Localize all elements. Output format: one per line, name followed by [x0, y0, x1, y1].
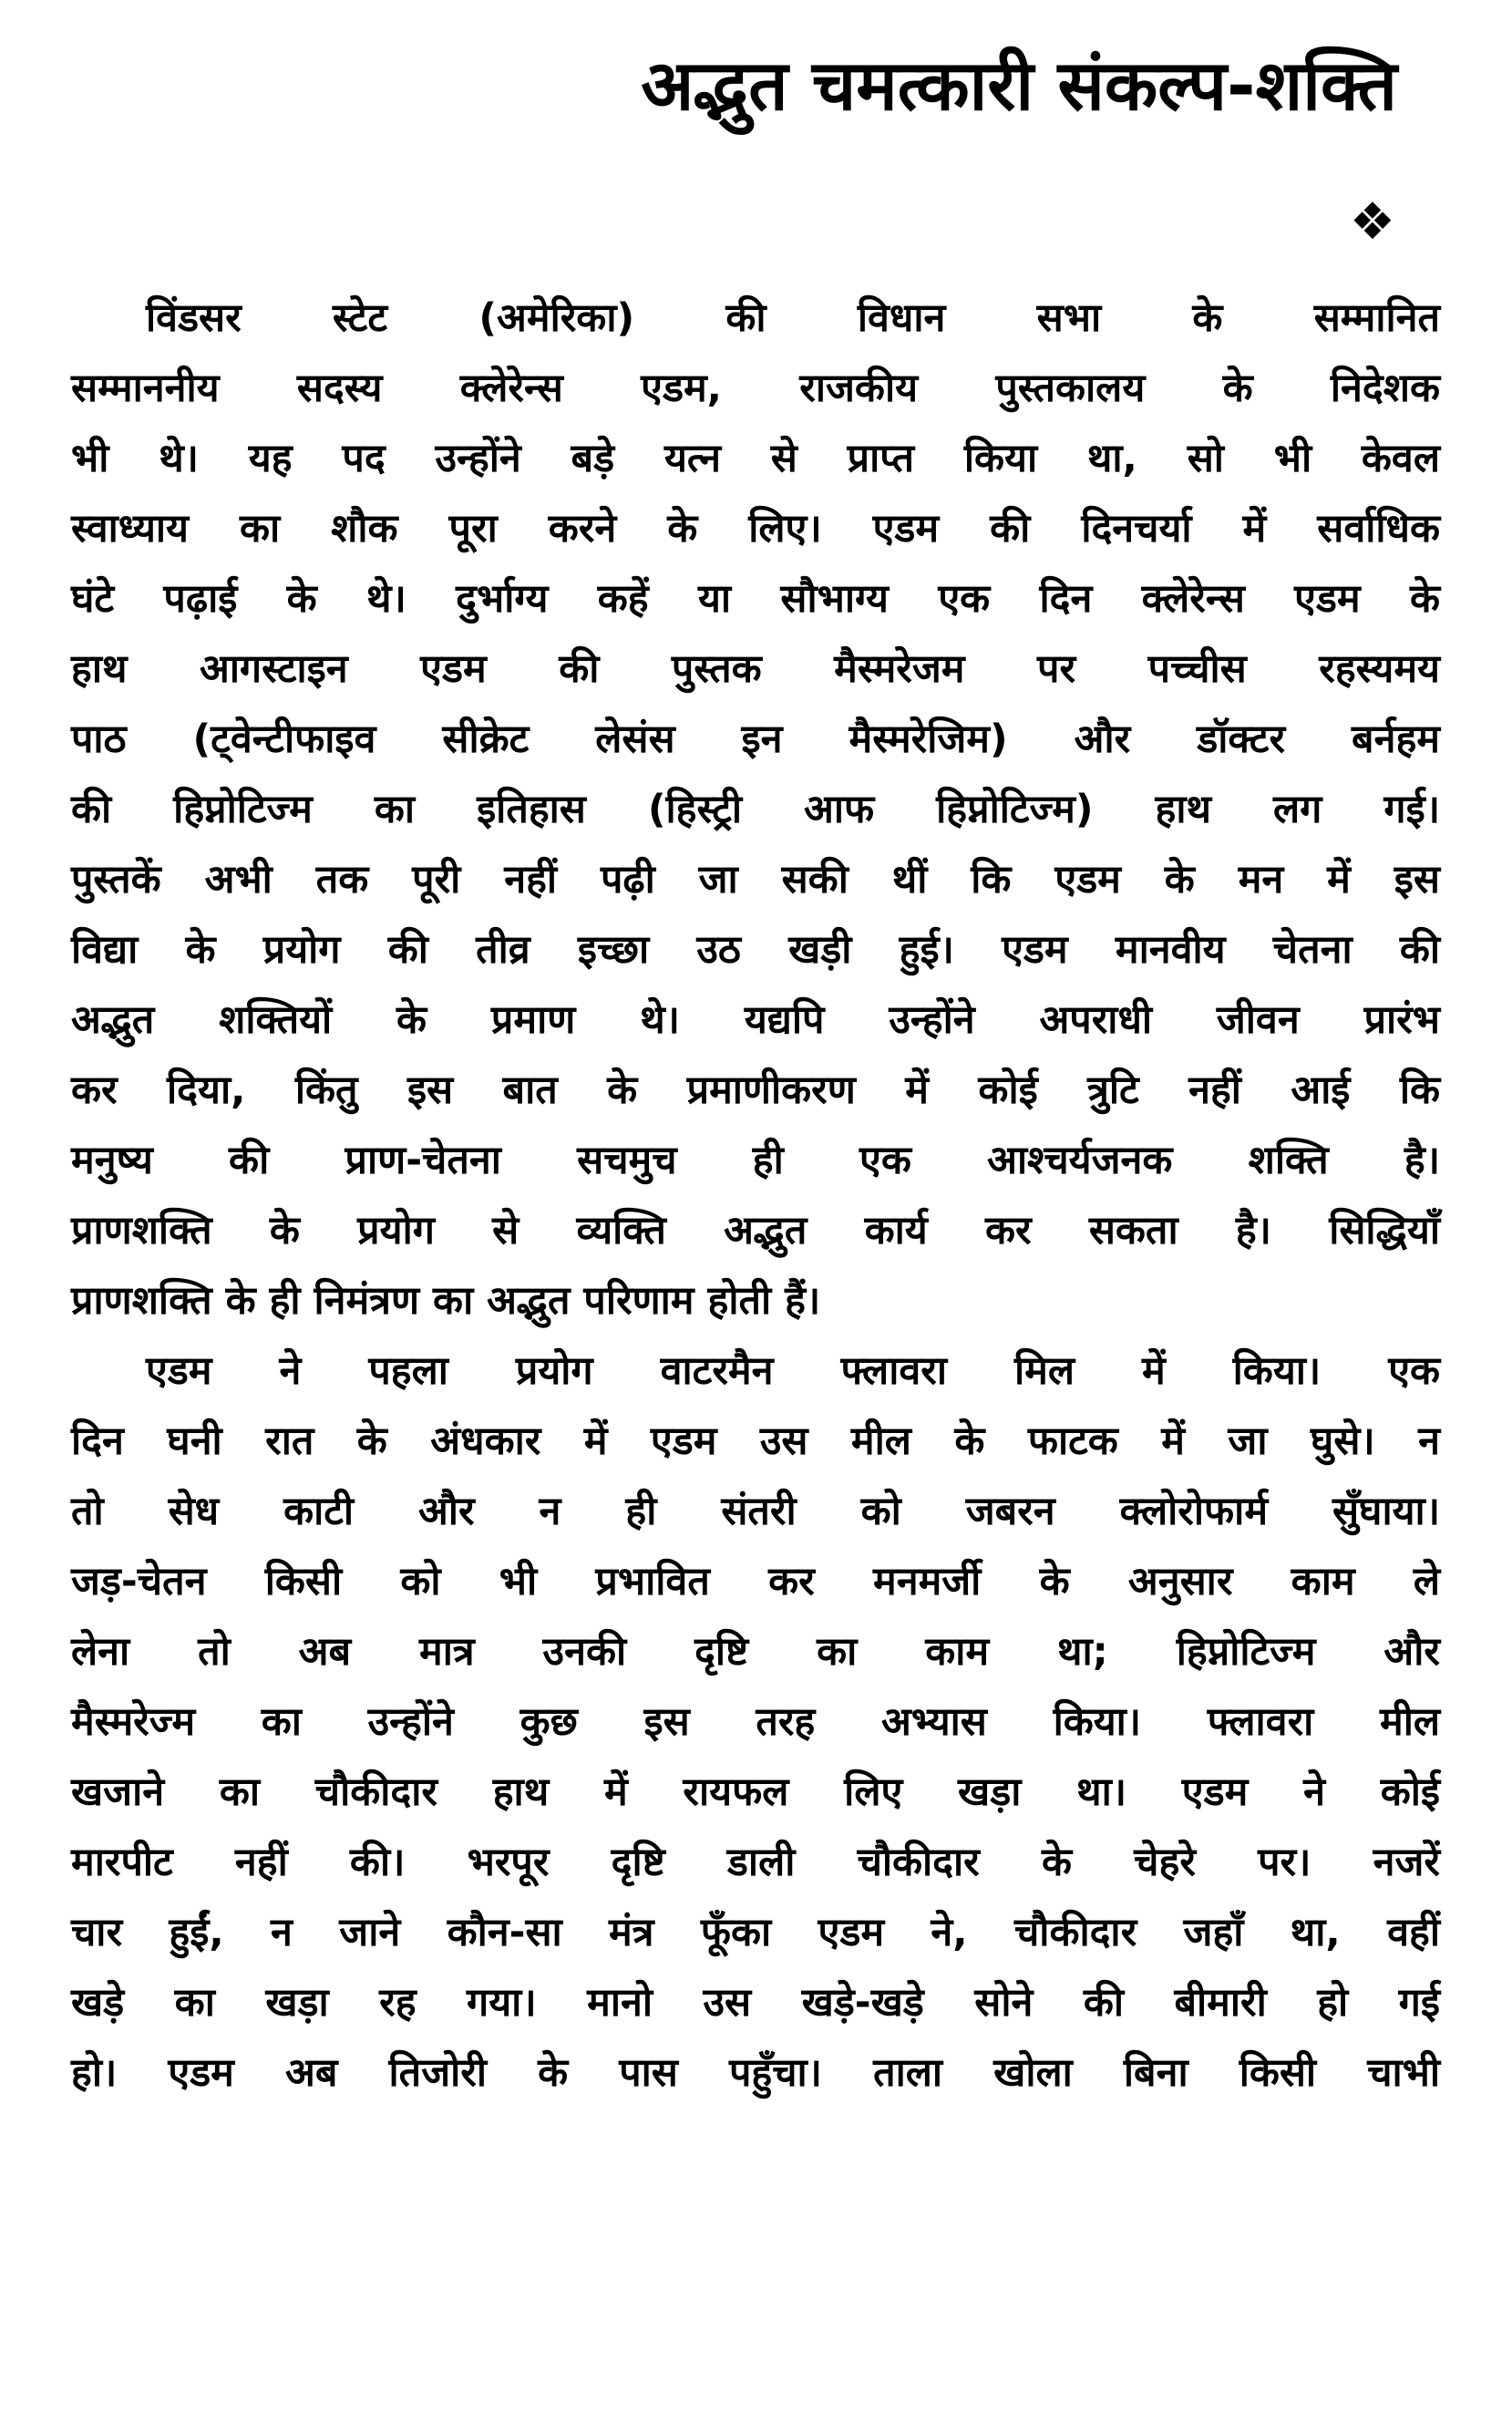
- text-line: तो सेध काटी और न ही संतरी को जबरन क्लोरोफार्म सुँघाया।: [71, 1489, 1440, 1534]
- text-line: अद्भुत शक्तियों के प्रमाण थे। यद्यपि उन्होंने अपराधी जीवन प्रारंभ: [71, 997, 1440, 1043]
- text-line: पुस्तकें अभी तक पूरी नहीं पढ़ी जा सकी थीं कि एडम के मन में इस: [71, 857, 1440, 902]
- text-line: दिन घनी रात के अंधकार में एडम उस मील के फाटक में जा घुसे। न: [71, 1418, 1440, 1464]
- text-line: कर दिया, किंतु इस बात के प्रमाणीकरण में कोई त्रुटि नहीं आई कि: [71, 1067, 1440, 1113]
- text-line: लेना तो अब मात्र उनकी दृष्टि का काम था; हिप्नोटिज्म और: [71, 1629, 1440, 1675]
- text-line: चार हुईं, न जाने कौन-सा मंत्र फूँका एडम ने, चौकीदार जहाँ था, वहीं: [71, 1910, 1440, 1955]
- body-text: [71, 284, 1440, 2109]
- text-line: प्राणशक्ति के ही निमंत्रण का अद्भुत परिणाम होती हैं।: [71, 1278, 821, 1324]
- text-line: मैस्मरेज्म का उन्होंने कुछ इस तरह अभ्यास किया। फ्लावरा मील: [71, 1699, 1440, 1745]
- text-line: खड़े का खड़ा रह गया। मानो उस खड़े-खड़े सोने की बीमारी हो गई: [71, 1980, 1440, 2026]
- text-line: हाथ आगस्टाइन एडम की पुस्तक मैस्मरेजम पर पच्चीस रहस्यमय: [71, 646, 1440, 692]
- text-line: की हिप्नोटिज्म का इतिहास (हिस्ट्री आफ हिप्नोटिज्म) हाथ लग गई।: [71, 787, 1440, 832]
- text-line: स्वाध्याय का शौक पूरा करने के लिए। एडम की दिनचर्या में सर्वाधिक: [71, 506, 1440, 552]
- text-line: पाठ (ट्वेन्टीफाइव सीक्रेट लेसंस इन मैस्मरेजिम) और डॉक्टर बर्नहम: [71, 717, 1440, 762]
- text-line: विद्या के प्रयोग की तीव्र इच्छा उठ खड़ी हुई। एडम मानवीय चेतना की: [71, 927, 1440, 973]
- text-line: खजाने का चौकीदार हाथ में रायफल लिए खड़ा था। एडम ने कोई: [71, 1769, 1440, 1815]
- text-line: भी थे। यह पद उन्होंने बड़े यत्न से प्राप्त किया था, सो भी केवल: [71, 436, 1440, 481]
- text-line: घंटे पढ़ाई के थे। दुर्भाग्य कहें या सौभाग्य एक दिन क्लेरेन्स एडम के: [71, 576, 1440, 622]
- text-line: प्राणशक्ति के प्रयोग से व्यक्ति अद्भुत कार्य कर सकता है। सिद्धियाँ: [71, 1208, 1440, 1253]
- text-line: विंडसर स्टेट (अमेरिका) की विधान सभा के सम्मानित: [146, 295, 1440, 341]
- text-line: एडम ने पहला प्रयोग वाटरमैन फ्लावरा मिल में किया। एक: [146, 1348, 1440, 1394]
- text-line: हो। एडम अब तिजोरी के पास पहुँचा। ताला खोला बिना किसी चाभी: [71, 2050, 1440, 2096]
- text-line: मारपीट नहीं की। भरपूर दृष्टि डाली चौकीदार के चेहरे पर। नजरें: [71, 1840, 1440, 1885]
- page-title: अद्भुत चमत्कारी संकल्प-शक्ति: [641, 45, 1397, 126]
- text-line: जड़-चेतन किसी को भी प्रभावित कर मनमर्जी के अनुसार काम ले: [71, 1559, 1440, 1604]
- diamond-ornament-icon: ❖: [1349, 192, 1395, 252]
- text-line: मनुष्य की प्राण-चेतना सचमुच ही एक आश्चर्यजनक शक्ति है।: [71, 1138, 1440, 1183]
- text-line: सम्माननीय सदस्य क्लेरेन्स एडम, राजकीय पुस्तकालय के निदेशक: [71, 366, 1440, 411]
